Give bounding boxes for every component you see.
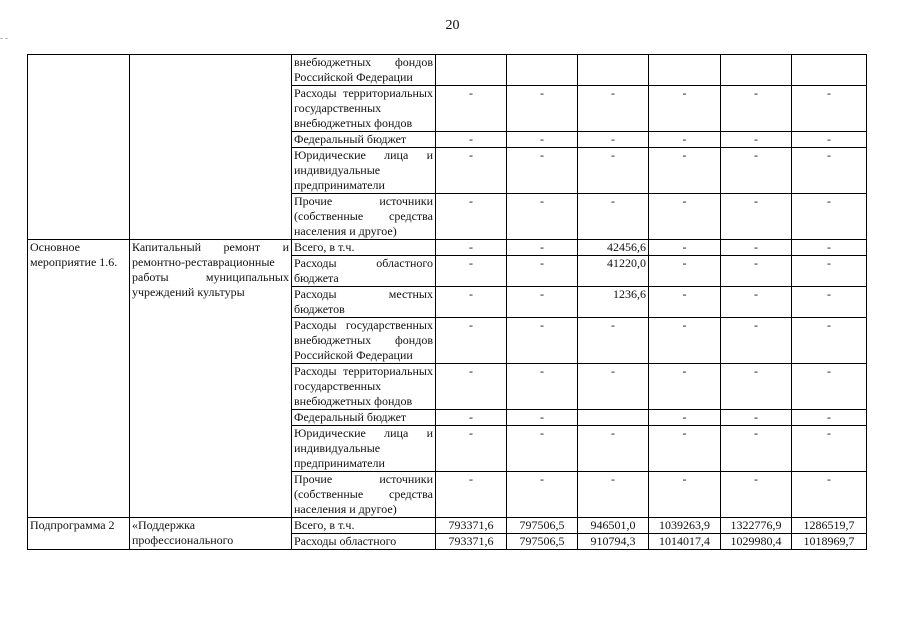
value-cell: - — [792, 426, 867, 472]
table-row — [28, 240, 867, 256]
activity-code-cell: Подпрограмма 2 — [28, 518, 130, 550]
value-cell: - — [649, 256, 721, 287]
value-cell: - — [578, 472, 649, 518]
funding-source-cell: Прочие источники (собственные средства населения и другое) — [292, 472, 436, 518]
value-cell — [649, 55, 721, 86]
value-cell: - — [792, 472, 867, 518]
funding-source-cell: внебюджетных фондов Российской Федерации — [292, 55, 436, 86]
value-cell: - — [436, 472, 507, 518]
value-cell — [578, 55, 649, 86]
value-cell: - — [436, 256, 507, 287]
value-cell: - — [649, 86, 721, 132]
value-cell: - — [792, 240, 867, 256]
value-cell: - — [721, 194, 792, 240]
value-cell: - — [436, 86, 507, 132]
value-cell: 793371,6 — [436, 534, 507, 550]
value-cell: - — [507, 240, 578, 256]
value-cell: - — [649, 287, 721, 318]
value-cell: - — [721, 86, 792, 132]
value-cell: - — [792, 287, 867, 318]
value-cell: - — [578, 426, 649, 472]
value-cell: 41220,0 — [578, 256, 649, 287]
funding-source-cell: Расходы областного — [292, 534, 436, 550]
value-cell: 1018969,7 — [792, 534, 867, 550]
funding-source-cell: Прочие источники (собственные средства населения и другое) — [292, 194, 436, 240]
funding-source-cell: Всего, в т.ч. — [292, 518, 436, 534]
empty-cell — [130, 55, 292, 240]
value-cell: - — [649, 426, 721, 472]
page-number: 20 — [445, 18, 460, 33]
value-cell: - — [436, 426, 507, 472]
value-cell: 797506,5 — [507, 534, 578, 550]
value-cell: - — [721, 364, 792, 410]
value-cell: - — [507, 194, 578, 240]
funding-source-cell: Всего, в т.ч. — [292, 240, 436, 256]
value-cell: - — [578, 148, 649, 194]
value-cell: - — [649, 132, 721, 148]
value-cell — [721, 55, 792, 86]
value-cell: - — [649, 472, 721, 518]
value-cell: - — [436, 148, 507, 194]
value-cell: - — [436, 364, 507, 410]
funding-source-cell: Расходы государственных внебюджетных фондов Российской Федерации — [292, 318, 436, 364]
value-cell: - — [721, 132, 792, 148]
value-cell: 1039263,9 — [649, 518, 721, 534]
value-cell — [578, 410, 649, 426]
value-cell: - — [436, 240, 507, 256]
value-cell: - — [436, 287, 507, 318]
funding-source-cell: Расходы областного бюджета — [292, 256, 436, 287]
value-cell: 1322776,9 — [721, 518, 792, 534]
value-cell: - — [507, 287, 578, 318]
funding-source-cell: Расходы территориальных государственных внебюджетных фондов — [292, 364, 436, 410]
funding-source-cell: Федеральный бюджет — [292, 410, 436, 426]
value-cell: - — [721, 240, 792, 256]
value-cell: - — [649, 194, 721, 240]
value-cell: - — [649, 318, 721, 364]
value-cell: 946501,0 — [578, 518, 649, 534]
value-cell: - — [507, 132, 578, 148]
value-cell — [436, 55, 507, 86]
value-cell: - — [649, 410, 721, 426]
funding-source-cell: Юридические лица и индивидуальные предприниматели — [292, 426, 436, 472]
table-row — [28, 55, 867, 86]
value-cell: - — [721, 256, 792, 287]
value-cell: 42456,6 — [578, 240, 649, 256]
value-cell: - — [507, 318, 578, 364]
empty-cell — [28, 55, 130, 240]
value-cell: 910794,3 — [578, 534, 649, 550]
value-cell: - — [721, 472, 792, 518]
value-cell: - — [792, 364, 867, 410]
value-cell: - — [792, 256, 867, 287]
funding-source-cell: Расходы территориальных государственных внебюджетных фондов — [292, 86, 436, 132]
value-cell: - — [507, 410, 578, 426]
value-cell: - — [792, 148, 867, 194]
value-cell: - — [649, 240, 721, 256]
value-cell: - — [578, 194, 649, 240]
table-row — [28, 518, 867, 534]
activity-name-cell: Капитальный ремонт и ремонтно-реставрационные работы муниципальных учреждений культуры — [130, 240, 292, 518]
value-cell: - — [649, 364, 721, 410]
value-cell: - — [721, 148, 792, 194]
value-cell: - — [507, 148, 578, 194]
value-cell: - — [578, 86, 649, 132]
value-cell: - — [578, 318, 649, 364]
value-cell: - — [507, 426, 578, 472]
value-cell: - — [507, 472, 578, 518]
value-cell: - — [507, 86, 578, 132]
value-cell — [792, 55, 867, 86]
value-cell: - — [792, 318, 867, 364]
value-cell: - — [721, 287, 792, 318]
value-cell: - — [721, 410, 792, 426]
value-cell: 1236,6 — [578, 287, 649, 318]
value-cell: 1029980,4 — [721, 534, 792, 550]
funding-table — [27, 54, 867, 550]
value-cell — [507, 55, 578, 86]
value-cell: - — [507, 256, 578, 287]
value-cell: - — [578, 364, 649, 410]
value-cell: - — [792, 86, 867, 132]
activity-code-cell: Основное мероприятие 1.6. — [28, 240, 130, 518]
value-cell: - — [436, 194, 507, 240]
funding-source-cell: Юридические лица и индивидуальные предприниматели — [292, 148, 436, 194]
value-cell: - — [436, 410, 507, 426]
value-cell: - — [578, 132, 649, 148]
value-cell: - — [507, 364, 578, 410]
value-cell: - — [792, 132, 867, 148]
value-cell: - — [792, 410, 867, 426]
value-cell: - — [721, 426, 792, 472]
value-cell: - — [792, 194, 867, 240]
funding-source-cell: Федеральный бюджет — [292, 132, 436, 148]
funding-source-cell: Расходы местных бюджетов — [292, 287, 436, 318]
value-cell: - — [649, 148, 721, 194]
value-cell: 797506,5 — [507, 518, 578, 534]
value-cell: 1286519,7 — [792, 518, 867, 534]
value-cell: - — [436, 132, 507, 148]
margin-dash-rule — [0, 38, 8, 39]
value-cell: - — [721, 318, 792, 364]
value-cell: 793371,6 — [436, 518, 507, 534]
value-cell: - — [436, 318, 507, 364]
value-cell: 1014017,4 — [649, 534, 721, 550]
activity-name-cell: «Поддержка профессионального — [130, 518, 292, 550]
